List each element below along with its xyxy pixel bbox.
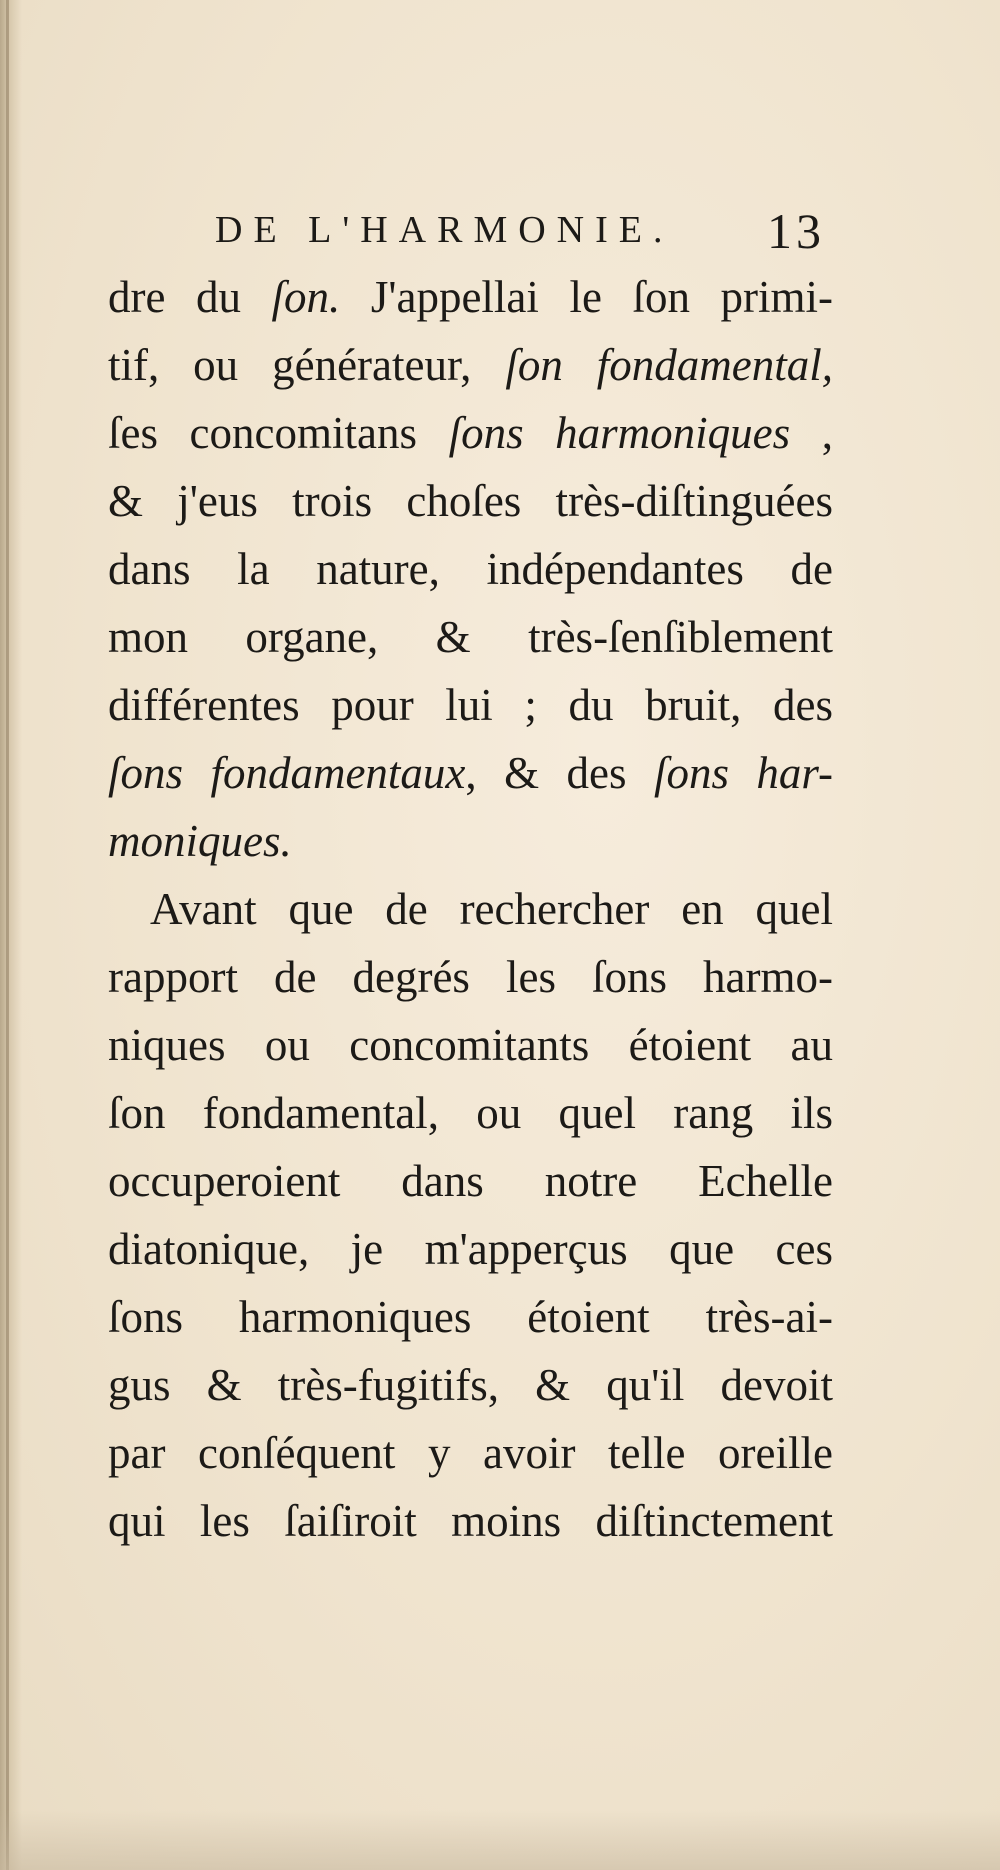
text-line: qui les ſaiſiroit moins diſtinctement [108, 1496, 833, 1546]
text-line: dans la nature, indépendantes de [108, 544, 833, 594]
spine-shadow [0, 0, 22, 1870]
paragraph-first-line: Avant que de rechercher en quel [150, 884, 833, 934]
text-line: ſons harmoniques étoient très-ai- [108, 1292, 833, 1342]
spine-edge [6, 0, 9, 1870]
text-line: ſons fondamentaux, & des ſons har- [108, 748, 833, 798]
text-line: dre du ſon. J'appellai le ſon primi- [108, 272, 833, 322]
text-line: moniques. [108, 816, 292, 866]
body-text [108, 262, 833, 1546]
text-line: ſon fondamental, ou quel rang ils [108, 1088, 833, 1138]
running-title: DE L'HARMONIE. [215, 209, 674, 251]
text-line: niques ou concomitants étoient au [108, 1020, 833, 1070]
text-line: ſes concomitans ſons harmoniques , [108, 408, 833, 458]
text-line: mon organe, & très-ſenſiblement [108, 612, 833, 662]
page-bottom-shade [0, 1810, 1000, 1870]
text-line: rapport de degrés les ſons harmo- [108, 952, 833, 1002]
running-head [215, 203, 825, 264]
text-line: occuperoient dans notre Echelle [108, 1156, 833, 1206]
text-line: & j'eus trois choſes très-diſtinguées [108, 476, 833, 526]
text-line: différentes pour lui ; du bruit, des [108, 680, 833, 730]
text-line: gus & très-fugitifs, & qu'il devoit [108, 1360, 833, 1410]
text-line: par conſéquent y avoir telle oreille [108, 1428, 833, 1478]
text-line: tif, ou générateur, ſon fondamental, [108, 340, 833, 390]
page-number: 13 [767, 203, 825, 259]
text-line: diatonique, je m'apperçus que ces [108, 1224, 833, 1274]
